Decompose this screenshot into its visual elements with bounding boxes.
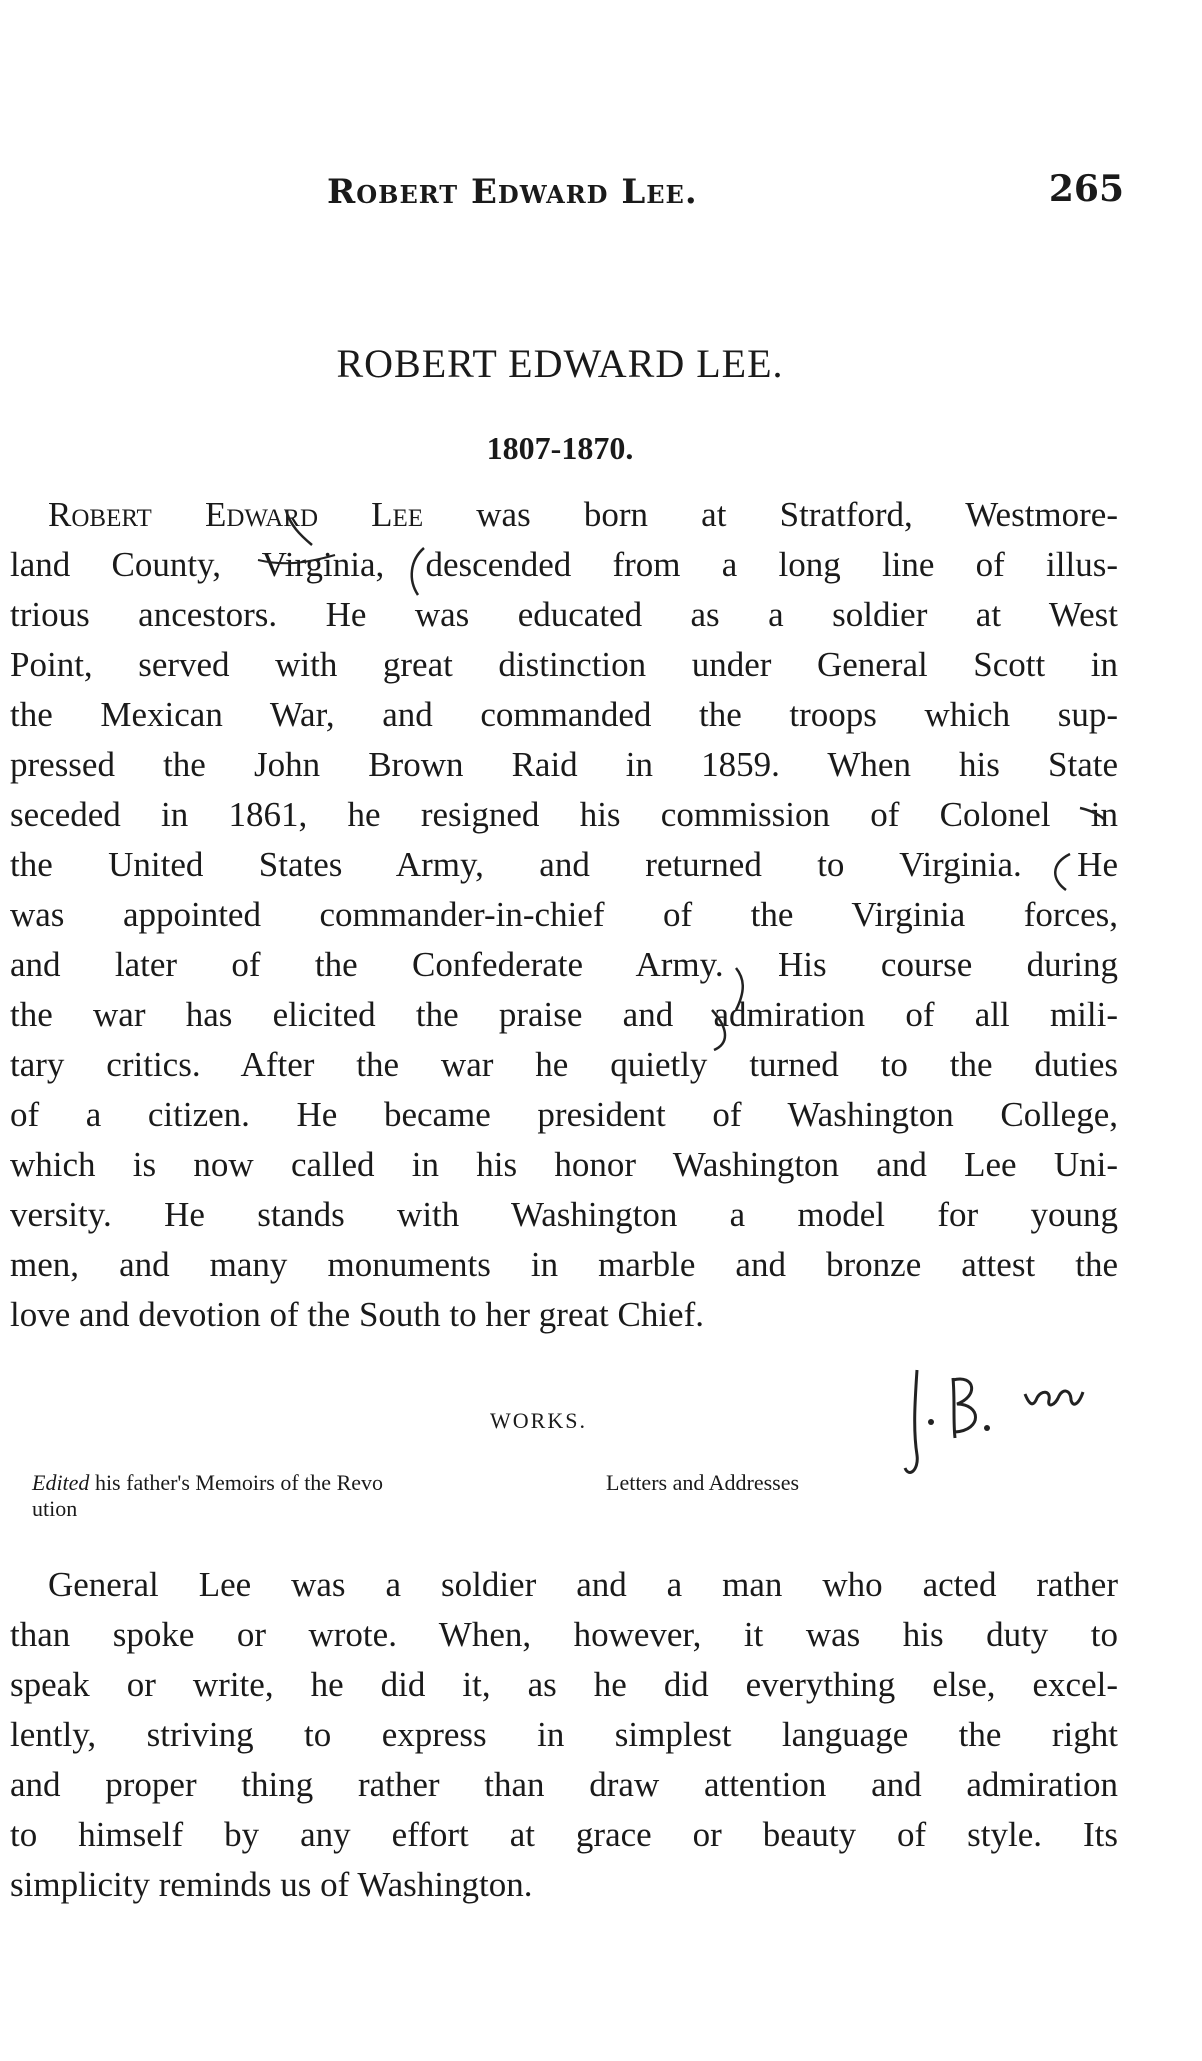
intro-line: Robert Edward Lee was born at Stratford, Westmore-	[48, 495, 1118, 534]
intro-line: the war has elicited the praise and admiration of all mili-	[10, 995, 1118, 1034]
commentary-line: and proper thing rather than draw attention and admiration	[10, 1765, 1118, 1804]
handwritten-annotation	[895, 1360, 1125, 1500]
intro-paragraph	[10, 490, 1118, 1340]
works-heading: WORKS.	[490, 1408, 587, 1433]
intro-line: versity. He stands with Washington a model for young	[10, 1195, 1118, 1234]
intro-line: Point, served with great distinction under General Scott in	[10, 645, 1118, 684]
page-number: 265	[1048, 168, 1124, 210]
commentary-paragraph	[10, 1560, 1118, 1910]
commentary-line: to himself by any effort at grace or beauty of style. Its	[10, 1815, 1118, 1854]
intro-line: which is now called in his honor Washington and Lee Uni-	[10, 1145, 1118, 1184]
intro-line: trious ancestors. He was educated as a soldier at West	[10, 595, 1118, 634]
intro-line: was appointed commander-in-chief of the Virginia forces,	[10, 895, 1118, 934]
intro-line: land County, Virginia, descended from a long line of illus-	[10, 545, 1118, 584]
work-item: Edited his father's Memoirs of the Revo ution	[32, 1470, 384, 1521]
commentary-line: simplicity reminds us of Washington.	[10, 1865, 533, 1904]
commentary-line: General Lee was a soldier and a man who acted rather	[48, 1565, 1118, 1604]
intro-line: the United States Army, and returned to Virginia. He	[10, 845, 1118, 884]
intro-line: tary critics. After the war he quietly turned to the duties	[10, 1045, 1118, 1084]
intro-line: and later of the Confederate Army. His course during	[10, 945, 1118, 984]
intro-line: the Mexican War, and commanded the troops which sup-	[10, 695, 1118, 734]
commentary-line: speak or write, he did it, as he did everything else, excel-	[10, 1665, 1118, 1704]
intro-line: of a citizen. He became president of Washington College,	[10, 1095, 1118, 1134]
subject-name: Robert Edward Lee	[48, 495, 424, 534]
article-title: ROBERT EDWARD LEE.	[336, 341, 784, 386]
intro-line: love and devotion of the South to her great Chief.	[10, 1295, 705, 1334]
intro-line: men, and many monuments in marble and bronze attest the	[10, 1245, 1118, 1284]
commentary-line: lently, striving to express in simplest language the right	[10, 1715, 1118, 1754]
running-head: Robert Edward Lee.	[327, 172, 698, 212]
intro-line: pressed the John Brown Raid in 1859. When his State	[10, 745, 1118, 784]
commentary-line: than spoke or wrote. When, however, it was his duty to	[10, 1615, 1118, 1654]
intro-line: seceded in 1861, he resigned his commission of Colonel in	[10, 795, 1118, 834]
work-item: Letters and Addresses	[606, 1470, 800, 1495]
article-dates: 1807-1870.	[486, 430, 634, 466]
